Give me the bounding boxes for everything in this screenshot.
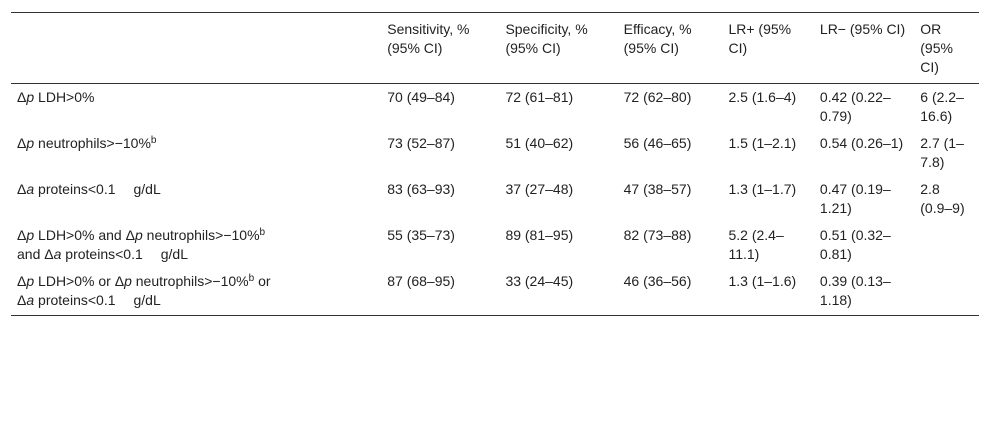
cell-odds-ratio: 2.8 (0.9–9) (920, 181, 965, 216)
cell-specificity: 37 (27–48) (505, 181, 574, 197)
table-row (11, 268, 979, 316)
row-label (11, 84, 381, 131)
header-sensitivity: Sensitivity, % (95% CI) (381, 13, 499, 84)
cell-odds-ratio (914, 222, 979, 268)
table-row (11, 176, 979, 222)
cell-sensitivity: 70 (49–84) (387, 89, 455, 105)
cell-lr-positive: 1.3 (1–1.6) (722, 268, 813, 316)
delta-symbol: Δ (44, 246, 54, 262)
cell-specificity: 33 (24–45) (499, 268, 617, 316)
label-text: and (17, 246, 45, 262)
cell-efficacy: 46 (36–56) (618, 268, 723, 316)
header-odds-ratio: OR (95% CI) (914, 13, 979, 84)
unit-text: g/dL (133, 292, 161, 308)
results-table-container (11, 12, 979, 316)
delta-symbol: Δ (125, 227, 135, 243)
italic-p: p (26, 227, 35, 243)
label-text: LDH>0% and (34, 227, 126, 243)
header-empty (11, 13, 381, 84)
cell-lr-negative: 0.47 (0.19–1.21) (819, 181, 891, 216)
cell-specificity: 72 (61–81) (505, 89, 574, 105)
row-label (11, 222, 381, 268)
footnote-marker: b (150, 135, 157, 146)
unit-text: g/dL (133, 181, 161, 197)
cell-sensitivity: 55 (35–73) (387, 227, 455, 243)
cell-efficacy: 47 (38–57) (623, 181, 692, 197)
row-label (11, 176, 381, 222)
delta-symbol: Δ (17, 273, 27, 289)
label-text: or (254, 273, 271, 289)
italic-a: a (26, 292, 35, 308)
footnote-marker: b (259, 227, 266, 238)
header-specificity: Specificity, % (95% CI) (499, 13, 617, 84)
row-label (11, 130, 381, 176)
italic-a: a (53, 246, 62, 262)
italic-p: p (26, 89, 35, 105)
table-row (11, 84, 979, 131)
cell-specificity: 89 (81–95) (505, 227, 574, 243)
delta-symbol: Δ (17, 227, 27, 243)
label-text: proteins<0.1 (61, 246, 143, 262)
delta-symbol: Δ (17, 292, 27, 308)
cell-lr-negative: 0.54 (0.26–1) (819, 135, 904, 151)
label-text: neutrophils>−10% (131, 273, 249, 289)
cell-specificity: 51 (40–62) (505, 135, 574, 151)
italic-p: p (26, 273, 35, 289)
header-lr-negative: LR− (95% CI) (814, 13, 914, 84)
cell-lr-positive: 1.3 (1–1.7) (728, 181, 797, 197)
label-text: proteins<0.1 (34, 292, 116, 308)
label-text: neutrophils>−10% (34, 135, 151, 151)
table-row (11, 222, 979, 268)
cell-lr-negative: 0.39 (0.13–1.18) (814, 268, 914, 316)
cell-sensitivity: 87 (68–95) (381, 268, 499, 316)
footnote-marker: b (248, 273, 255, 284)
italic-p: p (124, 273, 132, 289)
italic-a: a (26, 181, 35, 197)
label-text: proteins<0.1 (34, 181, 116, 197)
cell-sensitivity: 83 (63–93) (387, 181, 455, 197)
header-lr-positive: LR+ (95% CI) (722, 13, 813, 84)
italic-p: p (26, 135, 35, 151)
cell-lr-positive: 1.5 (1–2.1) (728, 135, 797, 151)
label-text: neutrophils>−10% (142, 227, 260, 243)
delta-symbol: Δ (17, 135, 27, 151)
cell-lr-negative: 0.51 (0.32–0.81) (819, 227, 891, 262)
cell-lr-positive: 5.2 (2.4–11.1) (728, 227, 784, 262)
cell-odds-ratio: 6 (2.2–16.6) (920, 89, 964, 124)
cell-lr-negative: 0.42 (0.22–0.79) (819, 89, 891, 124)
header-efficacy: Efficacy, % (95% CI) (618, 13, 723, 84)
unit-text: g/dL (160, 246, 188, 262)
delta-symbol: Δ (17, 181, 27, 197)
cell-odds-ratio: 2.7 (1–7.8) (920, 135, 964, 170)
cell-sensitivity: 73 (52–87) (387, 135, 455, 151)
cell-efficacy: 72 (62–80) (623, 89, 692, 105)
cell-lr-positive: 2.5 (1.6–4) (728, 89, 797, 105)
delta-symbol: Δ (114, 273, 125, 289)
cell-efficacy: 56 (46–65) (623, 135, 692, 151)
delta-symbol: Δ (17, 89, 27, 105)
label-text: LDH>0% or (34, 273, 115, 289)
row-label (11, 268, 381, 316)
label-text: LDH>0% (34, 89, 95, 105)
cell-odds-ratio (914, 268, 979, 316)
italic-p: p (134, 227, 143, 243)
table-row (11, 130, 979, 176)
table-header-row (11, 13, 979, 84)
cell-efficacy: 82 (73–88) (623, 227, 692, 243)
diagnostic-accuracy-table (11, 12, 979, 316)
